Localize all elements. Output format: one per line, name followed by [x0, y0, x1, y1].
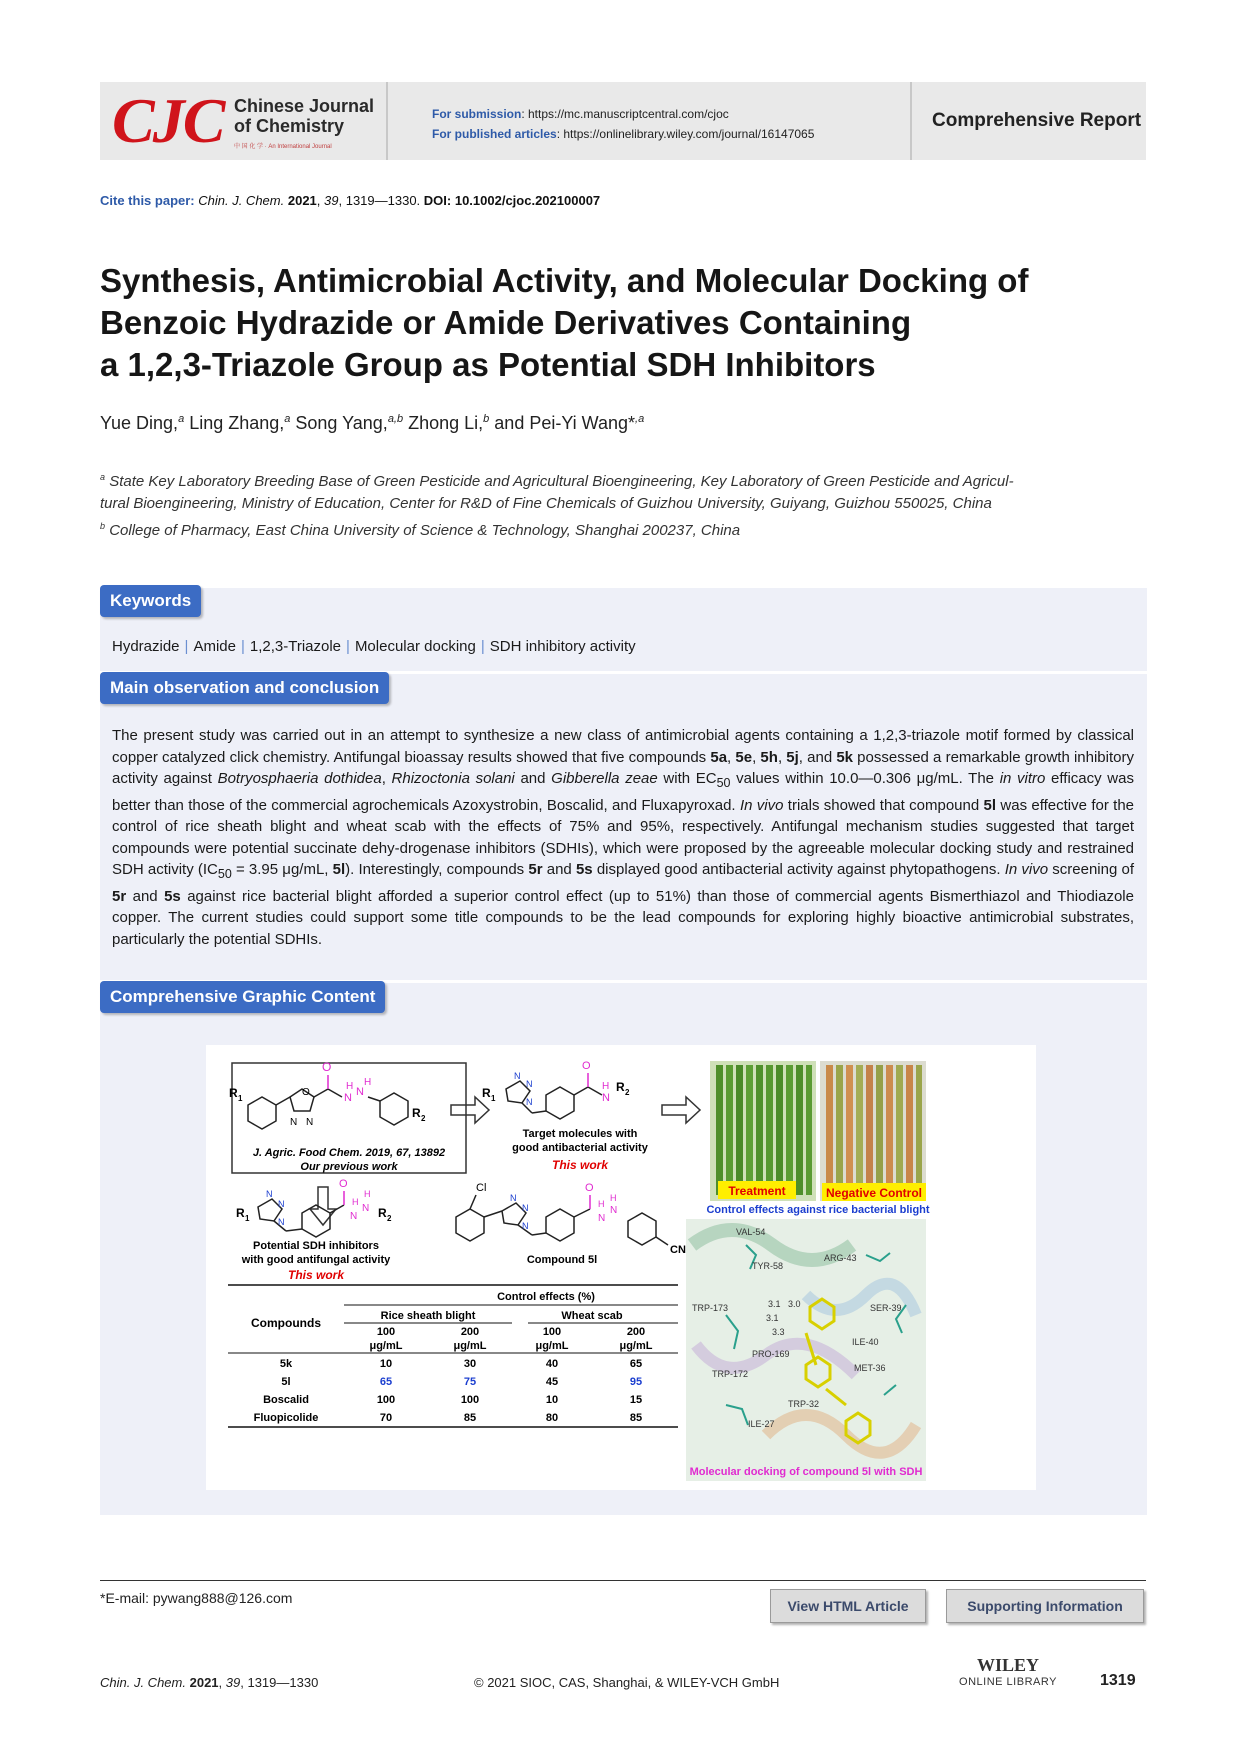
- graphic-svg: [206, 1045, 1036, 1490]
- svg-text:15: 15: [629, 1394, 643, 1406]
- rice-caption: Control effects against rice bacterial blight: [706, 1204, 930, 1216]
- svg-text:N: N: [514, 1071, 521, 1081]
- svg-text:R: R: [616, 1080, 625, 1094]
- svg-text:80: 80: [545, 1412, 559, 1424]
- graphical-abstract: [206, 1045, 1036, 1490]
- svg-text:75: 75: [463, 1376, 477, 1388]
- svg-text:Wheat scab: Wheat scab: [561, 1310, 623, 1322]
- corresponding-email[interactable]: *E-mail: pywang888@126.com: [100, 1590, 293, 1606]
- svg-text:R: R: [378, 1206, 387, 1220]
- svg-text:O: O: [585, 1182, 594, 1194]
- svg-text:10: 10: [545, 1394, 559, 1406]
- svg-text:45: 45: [545, 1376, 559, 1388]
- svg-text:SER-39: SER-39: [870, 1303, 902, 1313]
- svg-text:ARG-43: ARG-43: [824, 1253, 857, 1263]
- negative-control-label: Negative Control: [825, 1186, 923, 1200]
- svg-text:3.1: 3.1: [768, 1299, 781, 1309]
- svg-text:100: 100: [542, 1326, 562, 1338]
- keyword: SDH inhibitory activity: [489, 638, 636, 655]
- published-link[interactable]: : https://onlinelibrary.wiley.com/journal/16147065: [556, 127, 815, 141]
- svg-text:R: R: [482, 1086, 491, 1100]
- svg-text:R: R: [229, 1086, 238, 1100]
- author-list: Yue Ding,$^a$ Ling Zhang,$^a$ Song Yang,$^{a,b}$ Zhong Li,$^b$ and Pei-Yi Wang*$^{,a}$: [100, 413, 645, 433]
- submission-link[interactable]: : https://mc.manuscriptcentral.com/cjoc: [521, 107, 729, 121]
- footer-citation: Chin. J. Chem. 2021, 39, 1319—1330: [100, 1675, 319, 1690]
- svg-text:R: R: [236, 1206, 245, 1220]
- cite-line: Cite this paper: Chin. J. Chem. 2021, 39, 1319—1330. DOI: 10.1002/cjoc.202100007: [100, 193, 601, 208]
- main-observation-heading: Main observation and conclusion: [100, 672, 389, 704]
- svg-text:N: N: [522, 1221, 529, 1231]
- abstract-text: The present study was carried out in an attempt to synthesize a new class of antimicrobial agents containing a 1,2,3-triazole motif formed by classical copper catalyzed click chemistry. Antifungal bioassay results showed that five compounds 5a, 5e, 5h, 5j, and 5k possessed a remarkable growth inhibitory activity against Botryosphaeria dothidea, Rhizoctonia solani and Gibberella zeae with $EC_{50}$ values within 10.0—0.306 μg/mL. The in vitro efficacy was better than those of the commercial agrochemicals Azoxystrobin, Boscalid, and Fluxapyroxad. In vivo trials showed that compound 5l was effective for the control of rice sheath blight and wheat scab with the effects of 75% and 95%, respectively. Antifungal mechanism studies suggested that target compounds were potential succinate dehy-drogenase inhibitors (SDHIs), which were proposed by the agreeable molecular docking study and restrained SDH activity ($IC_{50} = 3.95$ μg/mL, 5l). Interestingly, compounds 5r and 5s displayed good antibacterial activity against phytopathogens. In vivo screening of 5r and 5s against rice bacterial blight afforded a superior control effect (up to 51%) than those of commercial agents Bismerthiazol and Thiodiazole copper. The current studies could support some title compounds to be the lead compounds for exploring highly bioactive antimicrobial substrates, particularly the potential SDHIs.: [112, 727, 1135, 948]
- wiley-logo: WILEY ONLINE LIBRARY: [959, 1655, 1057, 1688]
- svg-text:H: H: [346, 1081, 354, 1092]
- svg-text:65: 65: [379, 1376, 393, 1388]
- benzene-ring: [628, 1213, 656, 1245]
- svg-text:N: N: [266, 1189, 273, 1199]
- svg-text:PRO-169: PRO-169: [752, 1349, 790, 1359]
- svg-text:N: N: [278, 1217, 285, 1227]
- svg-text:Compounds: Compounds: [251, 1316, 321, 1330]
- svg-text:H: H: [602, 1081, 610, 1092]
- supporting-information-button[interactable]: Supporting Information: [946, 1589, 1144, 1623]
- svg-text:85: 85: [629, 1412, 643, 1424]
- svg-text:N: N: [350, 1211, 358, 1222]
- svg-text:3.1: 3.1: [766, 1313, 779, 1323]
- svg-text:70: 70: [379, 1412, 393, 1424]
- journal-header: [100, 82, 1146, 160]
- svg-text:N: N: [290, 1117, 298, 1128]
- right-arrow-icon: [451, 1097, 489, 1123]
- svg-text:N: N: [306, 1117, 314, 1128]
- svg-text:N: N: [610, 1205, 618, 1216]
- svg-text:CN: CN: [670, 1244, 686, 1256]
- svg-text:ILE-40: ILE-40: [852, 1337, 879, 1347]
- svg-text:2: 2: [625, 1088, 630, 1097]
- svg-text:H: H: [364, 1189, 371, 1199]
- svg-text:95: 95: [629, 1376, 643, 1388]
- benzene-ring: [546, 1087, 574, 1119]
- svg-text:3.0: 3.0: [788, 1299, 801, 1309]
- svg-text:TRP-173: TRP-173: [692, 1303, 729, 1313]
- svg-text:N: N: [526, 1097, 533, 1107]
- svg-text:Potential SDH inhibitors: Potential SDH inhibitors: [253, 1240, 379, 1252]
- benzene-ring: [546, 1209, 574, 1241]
- compound-label: Compound 5l: [526, 1254, 598, 1266]
- logo-tagline: 中 国 化 学 · An International Journal: [234, 144, 332, 150]
- keyword: 1,2,3-Triazole: [249, 638, 342, 655]
- svg-text:ILE-27: ILE-27: [748, 1419, 775, 1429]
- keyword: Molecular docking: [354, 638, 476, 655]
- svg-text:200: 200: [626, 1326, 646, 1338]
- svg-text:MET-36: MET-36: [854, 1363, 886, 1373]
- doi-link[interactable]: DOI: 10.1002/cjoc.202100007: [423, 193, 601, 208]
- svg-text:μg/mL: μg/mL: [535, 1340, 569, 1352]
- svg-text:100: 100: [460, 1394, 480, 1406]
- svg-text:65: 65: [629, 1358, 643, 1370]
- svg-text:μg/mL: μg/mL: [453, 1340, 487, 1352]
- report-type: Comprehensive Report: [932, 110, 1142, 131]
- svg-text:100: 100: [376, 1394, 396, 1406]
- benzene-ring: [456, 1209, 484, 1241]
- svg-text:N: N: [356, 1086, 364, 1098]
- svg-text:μg/mL: μg/mL: [619, 1340, 653, 1352]
- svg-text:1: 1: [238, 1094, 243, 1103]
- svg-text:N: N: [278, 1199, 285, 1209]
- affiliations: $^a$ State Key Laboratory Breeding Base of Green Pesticide and Agricultural Bioengineering, Key Laboratory of Green Pesticide and Agricul- tural Bioengineering, Ministry of Education, Center for R&D of Fine Chemicals of Guizhou University, Guiyang, Guizhou 550025, China $^b$ College of Pharmacy, East China University of Science & Technology, Shanghai 200237, China: [100, 472, 1014, 539]
- svg-text:H: H: [364, 1077, 372, 1088]
- svg-text:N: N: [602, 1092, 610, 1104]
- submission-links: For submission: https://mc.manuscriptcentral.com/cjoc For published articles: https://onlinelibrary.wiley.com/journal/16147065: [432, 107, 815, 141]
- svg-text:Target molecules with: Target molecules with: [522, 1128, 638, 1140]
- svg-text:N: N: [598, 1213, 606, 1224]
- benzene-ring: [380, 1093, 408, 1125]
- svg-text:5k: 5k: [279, 1358, 293, 1370]
- treatment-label: Treatment: [728, 1184, 786, 1198]
- footer-rule: [100, 1580, 1146, 1581]
- svg-text:1: 1: [491, 1094, 496, 1103]
- svg-text:30: 30: [463, 1358, 477, 1370]
- svg-text:100: 100: [376, 1326, 396, 1338]
- svg-text:TRP-32: TRP-32: [788, 1399, 820, 1409]
- keyword: Hydrazide: [112, 638, 180, 655]
- header-divider: [910, 82, 912, 160]
- svg-text:O: O: [302, 1087, 310, 1098]
- svg-text:O: O: [322, 1060, 332, 1074]
- svg-text:N: N: [522, 1203, 529, 1213]
- svg-text:O: O: [339, 1178, 348, 1190]
- svg-text:N: N: [362, 1203, 370, 1214]
- svg-text:1: 1: [245, 1214, 250, 1223]
- svg-text:H: H: [598, 1199, 605, 1209]
- keyword: Amide: [193, 638, 236, 655]
- svg-text:VAL-54: VAL-54: [736, 1227, 766, 1237]
- svg-text:μg/mL: μg/mL: [369, 1340, 403, 1352]
- svg-text:This work: This work: [551, 1158, 609, 1172]
- svg-text:3.3: 3.3: [772, 1327, 785, 1337]
- graphic-content-heading: Comprehensive Graphic Content: [100, 981, 385, 1013]
- previous-work-ref: J. Agric. Food Chem. 2019, 67, 13892: [252, 1147, 446, 1159]
- previous-work-label: Our previous work: [300, 1161, 398, 1173]
- svg-text:85: 85: [463, 1412, 477, 1424]
- svg-text:N: N: [344, 1092, 352, 1104]
- svg-text:2: 2: [421, 1114, 426, 1123]
- paper-title: Synthesis, Antimicrobial Activity, and Molecular Docking of Benzoic Hydrazide or Amide Derivatives Containing a 1,2,3-Triazole Group as Potential SDH Inhibitors: [100, 262, 1029, 383]
- svg-text:10: 10: [379, 1358, 393, 1370]
- svg-text:with good antifungal activity: with good antifungal activity: [241, 1254, 391, 1266]
- svg-text:This work: This work: [287, 1268, 345, 1282]
- svg-text:Cl: Cl: [476, 1182, 487, 1194]
- svg-text:Boscalid: Boscalid: [263, 1394, 309, 1406]
- keywords-heading: Keywords: [100, 585, 201, 617]
- logo-letters: CJC: [112, 85, 224, 156]
- right-arrow-icon: [662, 1097, 700, 1123]
- svg-text:Fluopicolide: Fluopicolide: [253, 1412, 319, 1424]
- journal-logo: [112, 85, 376, 156]
- svg-text:Rice sheath blight: Rice sheath blight: [380, 1310, 476, 1322]
- logo-journal-name: Chinese Journal of Chemistry: [234, 96, 375, 136]
- svg-text:N: N: [526, 1079, 533, 1089]
- svg-text:Control effects (%): Control effects (%): [497, 1291, 595, 1303]
- header-divider: [386, 82, 388, 160]
- svg-text:good antibacterial activity: good antibacterial activity: [512, 1142, 648, 1154]
- docking-caption: Molecular docking of compound 5l with SDH: [689, 1466, 923, 1478]
- svg-text:5l: 5l: [281, 1376, 291, 1388]
- svg-text:TRP-172: TRP-172: [712, 1369, 749, 1379]
- keywords-list: Hydrazide | Amide | 1,2,3-Triazole | Molecular docking | SDH inhibitory activity: [112, 638, 636, 655]
- svg-text:R: R: [412, 1106, 421, 1120]
- page-number: 1319: [1100, 1672, 1136, 1689]
- svg-text:O: O: [582, 1060, 591, 1072]
- svg-text:H: H: [610, 1193, 617, 1203]
- svg-text:2: 2: [387, 1214, 392, 1223]
- benzene-ring: [248, 1097, 276, 1129]
- svg-text:TYR-58: TYR-58: [752, 1261, 784, 1271]
- view-html-article-button[interactable]: View HTML Article: [770, 1589, 926, 1623]
- svg-text:40: 40: [545, 1358, 559, 1370]
- control-effects-table: [228, 1285, 678, 1427]
- svg-text:200: 200: [460, 1326, 480, 1338]
- svg-text:N: N: [510, 1193, 517, 1203]
- copyright: © 2021 SIOC, CAS, Shanghai, & WILEY-VCH GmbH: [474, 1675, 780, 1690]
- svg-text:H: H: [352, 1197, 359, 1207]
